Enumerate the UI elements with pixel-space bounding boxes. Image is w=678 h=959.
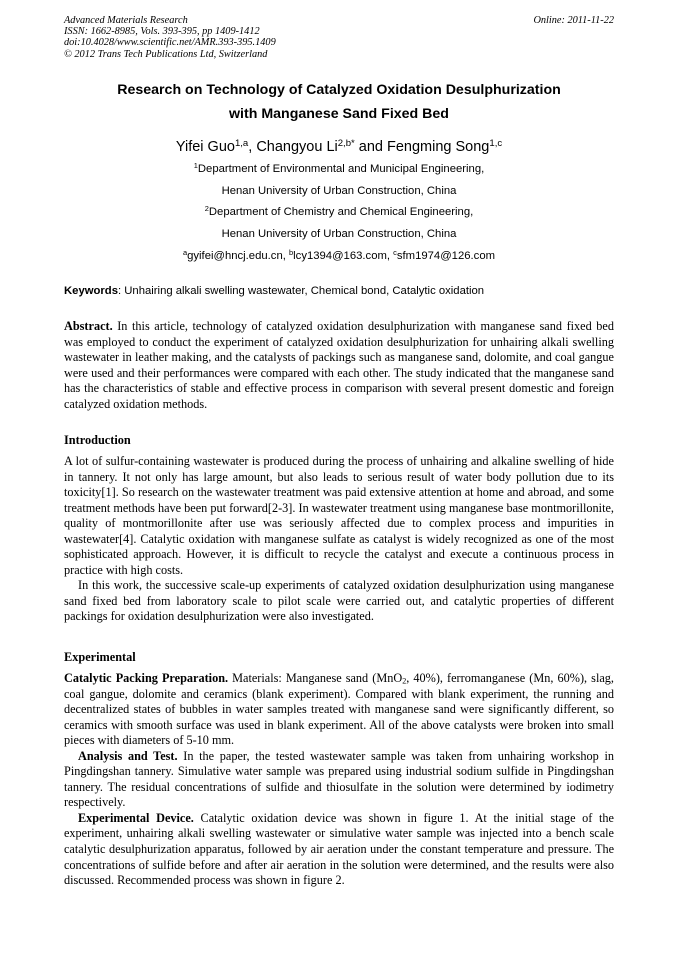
paragraph-text: Catalytic oxidation device was shown in figure 1. At the initial stage of the experiment, unhairing alkali swelling wastewater or simulative water sample was injected into a bench scale catalytic desulphurization apparatus, followed by air aeration under the constant temperature and pressure. The concentrations of sulfide before and after air aeration in the solution were determined, and the results were also discussed. Recommended process was shown in figure 2. <box>64 810 614 888</box>
affiliation-number: 2 <box>204 203 209 213</box>
subscript: 2 <box>402 676 407 686</box>
doi-line: doi:10.4028/www.scientific.net/AMR.393-395.1409 <box>64 37 276 49</box>
paragraph-text: Materials: Manganese sand (MnO <box>228 671 403 685</box>
keywords-label: Keywords <box>64 285 118 297</box>
journal-header <box>64 15 276 60</box>
experimental-paragraph-3 <box>64 811 614 889</box>
analysis-test-label: Analysis and Test. <box>78 748 178 763</box>
abstract-label: Abstract. <box>64 319 113 333</box>
introduction-body <box>64 454 614 625</box>
online-date: Online: 2011-11-22 <box>533 15 614 26</box>
abstract-text: In this article, technology of catalyzed oxidation desulphurization with manganese sand fixed bed was employed to conduct the experiment of catalyzed oxidation desulphurization for unhairing alkali swelling wastewater in leather making, and the catalysts of packings such as manganese sand, dolomite, and coal gangue were used and their performances were compared with each other. The study indicated that the manganese sand has the characteristics of stable and effective process in comparison with several present domestic and foreign catalyzed oxidation methods. <box>64 319 614 411</box>
author-separator: and <box>354 139 387 155</box>
author-name: Yifei Guo <box>175 139 235 155</box>
author-name: Fengming Song <box>387 139 490 155</box>
journal-name: Advanced Materials Research <box>64 15 188 26</box>
experimental-heading: Experimental <box>64 650 136 664</box>
paragraph-text: In the paper, the tested wastewater sample was taken from unhairing workshop in Pingdingshan tannery. Simulative water sample was prepared using industrial sodium sulfide in Pingdingshan tannery. The residual concentrations of sulfide and thiosulfate in the solution were determined by iodimetry respectively. <box>64 748 614 810</box>
email-address: gyifei@hncj.edu.cn, <box>187 250 290 262</box>
experimental-paragraph-1 <box>64 671 614 749</box>
affiliation-text: Department of Environmental and Municipal Engineering, <box>197 163 485 175</box>
email-line <box>40 249 638 263</box>
author-superscript: 1,a <box>234 137 249 149</box>
introduction-heading: Introduction <box>64 433 131 447</box>
copyright-line: © 2012 Trans Tech Publications Ltd, Switzerland <box>64 48 268 60</box>
email-superscript: a <box>182 247 188 257</box>
experimental-body <box>64 671 614 889</box>
author-separator: , <box>248 139 257 155</box>
paper-title-line-1: Research on Technology of Catalyzed Oxidation Desulphurization <box>117 82 561 98</box>
author-name: Changyou Li <box>256 139 338 155</box>
affiliation-2-line-2: Henan University of Urban Construction, China <box>221 228 457 240</box>
email-address: lcy1394@163.com, <box>293 250 394 262</box>
keywords-line <box>64 284 624 298</box>
introduction-paragraph-1: A lot of sulfur-containing wastewater is produced during the process of unhairing and alkaline swelling of hide in tannery. It not only has large amount, but also leads to serious result of water body pollution due to its toxicity[1]. So research on the wastewater treatment was paid extensive attention at home and abroad, and some treatment methods have been put forward[2-3]. In wastewater treatment using manganese base montmorillonite, quality of montmorillonite after use was seriously affected due to complex process and impurities in wastewater[4]. Catalytic oxidation with manganese sulfate as catalyst is widely recognized as one of the most sophisticated approach. However, it is difficult to recycle the catalyst and execute a continuous process in practice with high costs. <box>64 454 614 577</box>
affiliation-1-line-2: Henan University of Urban Construction, China <box>221 185 457 197</box>
issn-line: ISSN: 1662-8985, Vols. 393-395, pp 1409-1412 <box>64 26 260 38</box>
email-superscript: c <box>393 247 397 257</box>
paragraph-text: , 40%), ferromanganese (Mn, 60%), slag, coal gangue, dolomite and ceramics (blank experiment). Compared with blank experiment, the running and decentralized states of bubbles in water samples treated with manganese sand were significantly different, so ceramics with smooth surface was used in blank experiment. All of the above catalysts were broken into small pieces with diameters of 5-10 mm. <box>64 671 614 748</box>
email-superscript: b <box>289 247 294 257</box>
author-list <box>40 137 638 157</box>
paper-title-line-2: with Manganese Sand Fixed Bed <box>229 106 449 122</box>
experimental-paragraph-2 <box>64 749 614 811</box>
abstract <box>64 319 614 412</box>
experimental-device-label: Experimental Device. <box>78 810 194 825</box>
email-address: sfm1974@126.com <box>396 250 496 262</box>
affiliation-1-line-1 <box>40 162 638 176</box>
catalytic-packing-label: Catalytic Packing Preparation. <box>64 671 229 685</box>
author-superscript: 2,b* <box>337 137 355 149</box>
author-superscript: 1,c <box>489 137 503 149</box>
keywords-text: : Unhairing alkali swelling wastewater, Chemical bond, Catalytic oxidation <box>118 285 485 297</box>
affiliation-text: Department of Chemistry and Chemical Engineering, <box>208 206 474 218</box>
affiliation-2-line-1 <box>40 205 638 219</box>
affiliation-number: 1 <box>193 160 198 170</box>
introduction-paragraph-2: In this work, the successive scale-up experiments of catalyzed oxidation desulphurization using manganese sand fixed bed from laboratory scale to pilot scale were carried out, and catalytic properties of different packings for oxidation desulphurization were also investigated. <box>64 578 614 624</box>
